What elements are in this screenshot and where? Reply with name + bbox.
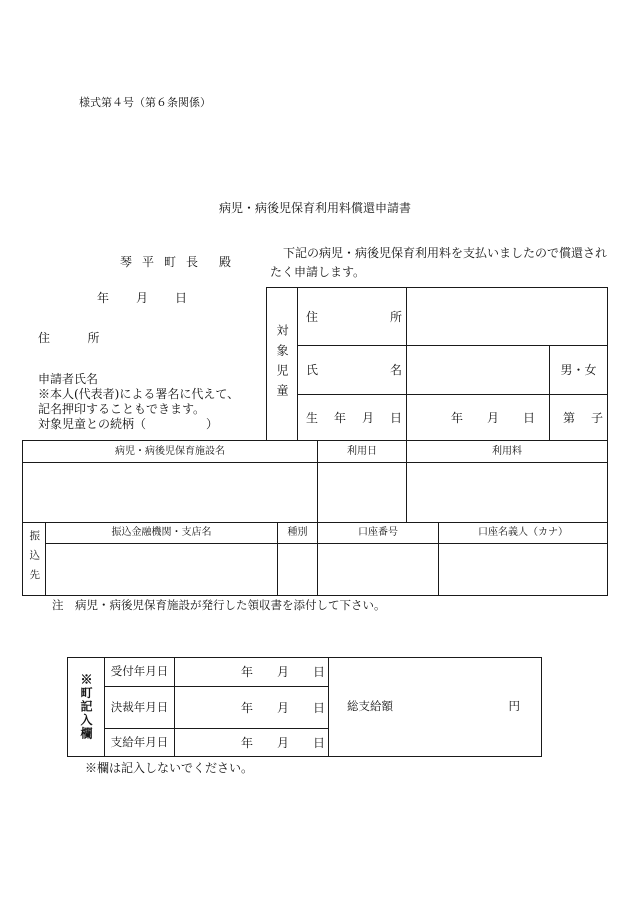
- account-number-field: [318, 544, 439, 596]
- account-holder-header: 口座名義人（カナ）: [439, 523, 608, 544]
- office-side-label: ※町記入欄: [79, 673, 93, 741]
- total-payment-label: 総支給額: [347, 699, 393, 714]
- bank-branch-header: 振込金融機関・支店名: [46, 523, 278, 544]
- bank-entry-row: [23, 544, 608, 596]
- applicant-address-label: 住 所: [38, 331, 105, 345]
- office-use-table: [67, 657, 542, 757]
- form-title: 病児・病後児保育利用料償還申請書: [218, 201, 411, 215]
- signature-note-line-1: ※本人(代表者)による署名に代えて、: [38, 387, 240, 401]
- child-name-label: 氏 名: [298, 346, 407, 395]
- facility-name-field: [23, 463, 318, 523]
- bank-side-label: 振込先: [28, 529, 41, 589]
- usage-date-field: [318, 463, 407, 523]
- office-row-date: 年 月 日: [175, 687, 329, 729]
- child-birthdate-label: 生 年 月 日: [298, 395, 407, 441]
- addressee: 琴 平 町 長 殿: [120, 255, 231, 269]
- account-holder-field: [439, 544, 608, 596]
- facility-header-row: [23, 441, 608, 463]
- request-text-line-1: 下記の病児・病後児保育利用料を支払いましたので償還され: [283, 246, 608, 260]
- child-address-label: 住 所: [298, 288, 407, 346]
- signature-note-line-2: 記名押印することもできます。: [38, 402, 206, 416]
- target-child-table: [266, 287, 608, 441]
- office-row-date: 年 月 日: [175, 729, 329, 757]
- relationship-label: 対象児童との続柄（ ）: [38, 417, 219, 431]
- child-address-row: [267, 288, 608, 346]
- office-row-date: 年 月 日: [175, 658, 329, 687]
- request-text-line-2: たく申請します。: [270, 265, 366, 279]
- office-row-label: 受付年月日: [105, 658, 175, 687]
- office-row-received: [68, 658, 542, 687]
- child-gender-options: 男・女: [550, 346, 608, 395]
- bank-header-row: [23, 523, 608, 544]
- usage-date-header: 利用日: [318, 441, 407, 463]
- bank-side-label-cell: [23, 523, 46, 596]
- facility-entry-row: [23, 463, 608, 523]
- form-number: 様式第４号（第６条関係）: [79, 96, 211, 109]
- child-birthdate-row: [267, 395, 608, 441]
- attachment-note: 注 病児・病後児保育施設が発行した領収書を添付して下さい。: [52, 598, 386, 612]
- account-type-header: 種別: [278, 523, 318, 544]
- office-side-label-cell: [68, 658, 105, 757]
- target-child-header-cell: [267, 288, 298, 441]
- child-birthdate-field: 年 月 日: [407, 395, 550, 441]
- bank-branch-field: [46, 544, 278, 596]
- child-address-field: [407, 288, 608, 346]
- application-date: 年 月 日: [97, 291, 189, 305]
- yen-unit: 円: [508, 699, 520, 714]
- child-name-field: [407, 346, 550, 395]
- facility-bank-table: [22, 440, 608, 596]
- account-number-header: 口座番号: [318, 523, 439, 544]
- applicant-name-label: 申請者氏名: [38, 372, 99, 386]
- target-child-header: 対象児童: [275, 324, 289, 405]
- office-use-note: ※欄は記入しないでください。: [85, 761, 254, 775]
- child-birth-order: 第 子: [550, 395, 608, 441]
- office-row-label: 決裁年月日: [105, 687, 175, 729]
- usage-fee-field: [407, 463, 608, 523]
- child-name-row: [267, 346, 608, 395]
- account-type-field: [278, 544, 318, 596]
- office-row-label: 支給年月日: [105, 729, 175, 757]
- total-payment-cell: [329, 658, 542, 757]
- total-payment: [329, 701, 541, 713]
- facility-name-header: 病児・病後児保育施設名: [23, 441, 318, 463]
- usage-fee-header: 利用料: [407, 441, 608, 463]
